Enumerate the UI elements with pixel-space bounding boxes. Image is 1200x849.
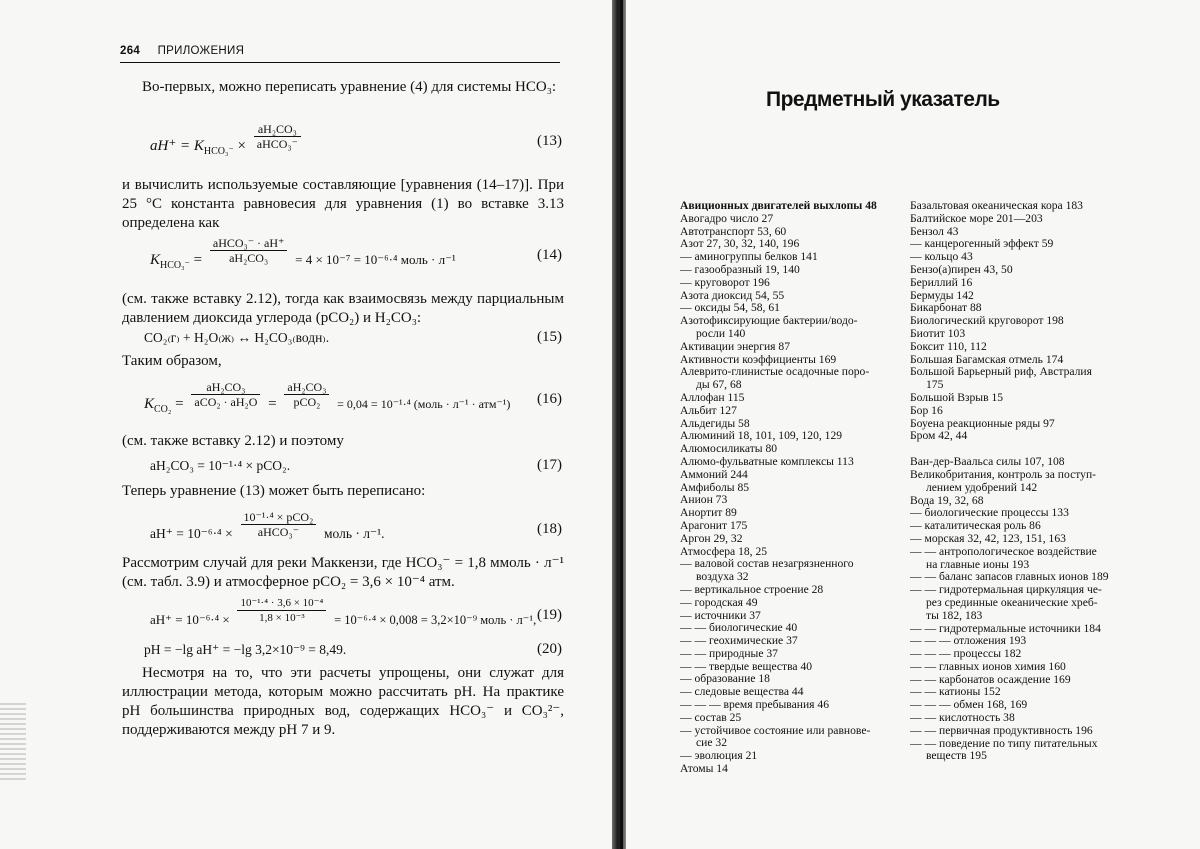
index-column-2 <box>910 200 1124 763</box>
index-entry: — — поведение по типу питательных <box>910 737 1098 750</box>
gutter-shadow <box>620 0 623 849</box>
index-entry: Бор 16 <box>910 404 943 417</box>
index-entry: Аргон 29, 32 <box>680 532 743 545</box>
index-entry: росли 140 <box>696 327 746 340</box>
index-entry: — — биологические 40 <box>680 622 798 635</box>
index-entry: — — гидротермальная циркуляция че- <box>910 584 1102 597</box>
index-entry: Базальтовая океаническая кора 183 <box>910 200 1083 212</box>
index-entry: — аминогруппы белков 141 <box>680 251 818 264</box>
index-entry: Ван-дер-Ваальса силы 107, 108 <box>910 456 1065 469</box>
index-entry: Авогадро число 27 <box>680 212 774 225</box>
index-entry: — — катионы 152 <box>910 686 1001 699</box>
index-entry: Большой Барьерный риф, Австралия <box>910 366 1092 379</box>
equation-number: (13) <box>537 133 562 149</box>
book-gutter <box>612 0 626 849</box>
index-entry: Алеврито-глинистые осадочные поро- <box>680 366 870 379</box>
index-entry: Анортит 89 <box>680 507 737 520</box>
index-entry: Автотранспорт 53, 60 <box>680 225 787 238</box>
equation-number: (18) <box>537 521 562 537</box>
header-rule <box>120 62 560 63</box>
index-entry: — — баланс запасов главных ионов 189 <box>910 571 1109 584</box>
index-entry: Бермуды 142 <box>910 289 974 302</box>
index-entry: Альдегиды 58 <box>680 417 750 430</box>
index-entry: Активации энергия 87 <box>680 340 791 353</box>
equation-16: $K_{CO_2}$ = $\frac{\text{aH₂CO₃}}{\text{aCO₂ · aH₂O}}$ = $\frac{\text{aH₂CO₃}}{\text{pCO₂}}$ $_{= 0,04 = 10^{-1}\cdot^4 (моль \cdot л^{-1} \cdot атм^{-1})}$ (16) <box>144 380 562 415</box>
index-entry: рез срединные океанические хреб- <box>926 596 1098 609</box>
paragraph-2: и вычислить используемые составляющие [уравнения (14–17)]. При 25 °C константа равновесия для уравнения (1) во вставке 3.13 определена как <box>122 177 564 231</box>
index-entry: — — — время пребывания 46 <box>680 699 829 712</box>
index-entry: Атмосфера 18, 25 <box>680 545 768 558</box>
index-entry: 175 <box>926 379 944 392</box>
index-entry: — устойчивое состояние или равнове- <box>680 724 871 737</box>
index-entry: Биологический круговорот 198 <box>910 315 1064 328</box>
index-entry: — — твердые вещества 40 <box>680 660 813 673</box>
equation-18: aH⁺ = 10⁻⁶·⁴ × $\frac{\text{10⁻¹·⁴ × pCO₂}}{\text{aHCO₃⁻}}$ моль · л⁻¹. (18) <box>150 510 562 541</box>
index-entry: — источники 37 <box>680 609 761 622</box>
index-entry: Балтийское море 201—203 <box>910 212 1043 225</box>
index-entry: — — гидротермальные источники 184 <box>910 622 1101 635</box>
paragraph-8: Несмотря на то, что эти расчеты упрощены, они служат для иллюстрации метода, которым можно рассчитать pH. На практике pH большинства природных вод, содержащих HCO₃⁻ и CO₃²⁻, поддерживаются между pH 7 и 9. <box>122 665 564 738</box>
index-entry: Азот 27, 30, 32, 140, 196 <box>680 238 800 251</box>
index-entry: Боксит 110, 112 <box>910 340 987 353</box>
index-entry: лением удобрений 142 <box>926 481 1038 494</box>
index-entry: сие 32 <box>696 737 727 750</box>
index-entry: Бензол 43 <box>910 225 959 238</box>
index-entry: ды 67, 68 <box>696 379 742 392</box>
index-entry: ты 182, 183 <box>926 609 983 622</box>
index-entry: — — — отложения 193 <box>910 635 1027 648</box>
equation-15: CO₂₍г₎ + H₂O₍ж₎ ↔ H₂CO₃₍водн₎. (15) <box>144 329 562 345</box>
paragraph-3: (см. также вставку 2.12), тогда как взаимосвязь между парциальным давлением диоксида углерода (pCO₂) и H₂CO₃: <box>122 291 564 326</box>
index-entry: — газообразный 19, 140 <box>680 263 800 276</box>
index-entry: Бензо(а)пирен 43, 50 <box>910 263 1013 276</box>
equation-13: $aH^+ = K_{HCO_3^-}$ × $\frac{\text{aH₂CO₃}}{\text{aHCO₃⁻}}$ (13) <box>150 122 562 157</box>
index-entry: Анион 73 <box>680 494 728 507</box>
paragraph-6: Теперь уравнение (13) может быть переписано: <box>122 483 426 499</box>
index-entry: — круговорот 196 <box>680 276 770 289</box>
equation-20: pH = −lg aH⁺ = −lg 3,2×10⁻⁹ = 8,49. (20) <box>144 641 562 657</box>
index-entry: Азотофиксирующие бактерии/водо- <box>680 315 858 328</box>
index-entry: — — кислотность 38 <box>910 712 1015 725</box>
index-entry: Великобритания, контроль за поступ- <box>910 468 1097 481</box>
index-entry: — вертикальное строение 28 <box>680 583 824 596</box>
index-entry: Вода 19, 32, 68 <box>910 494 984 507</box>
index-entry: Аммоний 244 <box>680 468 748 481</box>
page-number: 264 <box>120 45 141 57</box>
index-entry: — оксиды 54, 58, 61 <box>680 302 780 315</box>
index-entry: Бром 42, 44 <box>910 430 968 443</box>
index-entry: — городская 49 <box>680 596 758 609</box>
index-entry: — — геохимические 37 <box>680 635 798 648</box>
index-entry: Активности коэффициенты 169 <box>680 353 837 366</box>
index-entry: — состав 25 <box>680 711 742 724</box>
paragraph-4: Таким образом, <box>122 353 222 369</box>
index-entry: веществ 195 <box>926 750 987 763</box>
index-entry: — — первичная продуктивность 196 <box>910 724 1093 737</box>
index-entry: — — антропологическое воздействие <box>910 545 1097 558</box>
equation-number: (19) <box>537 607 562 623</box>
index-entry: — биологические процессы 133 <box>910 507 1069 520</box>
index-entry: — валовой состав незагрязненного <box>680 558 854 571</box>
index-entry: — каталитическая роль 86 <box>910 520 1041 533</box>
index-entry: Альбит 127 <box>680 404 737 417</box>
paragraph-1: Во-первых, можно переписать уравнение (4) для системы HCO₃: <box>142 79 557 95</box>
index-entry: воздуха 32 <box>696 571 749 584</box>
index-entry: — — карбонатов осаждение 169 <box>910 673 1071 686</box>
index-title: Предметный указатель <box>766 88 1000 111</box>
index-entry: Алюмосиликаты 80 <box>680 443 778 456</box>
index-entry: на главные ионы 193 <box>926 558 1030 571</box>
index-entry: Алюминий 18, 101, 109, 120, 129 <box>680 430 843 443</box>
index-entry: — кольцо 43 <box>910 251 973 264</box>
index-entry: — эволюция 21 <box>680 750 758 763</box>
index-entry: — следовые вещества 44 <box>680 686 804 699</box>
paragraph-5: (см. также вставку 2.12) и поэтому <box>122 433 344 449</box>
index-entry: Боуена реакционные ряды 97 <box>910 417 1055 430</box>
index-entry: Большая Багамская отмель 174 <box>910 353 1064 366</box>
equation-number: (17) <box>537 457 562 473</box>
index-entry: Бериллий 16 <box>910 276 973 289</box>
equation-14: $K_{HCO_3^-}$ = $\frac{\text{aHCO₃⁻ · aH⁺}}{\text{aH₂CO₃}}$ = 4 × 10⁻⁷ = 10⁻⁶·⁴ моль · л⁻¹ (14) <box>150 236 562 271</box>
index-entry: Алюмо-фульватные комплексы 113 <box>680 455 854 468</box>
scan-edge-marks <box>0 700 26 780</box>
index-entry: Азота диоксид 54, 55 <box>680 289 785 302</box>
index-column-1 <box>680 200 902 776</box>
index-entry: Бикарбонат 88 <box>910 302 982 315</box>
index-entry: Большой Взрыв 15 <box>910 391 1004 404</box>
index-entry: Арагонит 175 <box>680 519 748 532</box>
equation-17: aH₂CO₃ = 10⁻¹·⁴ × pCO₂. (17) <box>150 457 562 473</box>
paragraph-7: Рассмотрим случай для реки Маккензи, где HCO₃⁻ = 1,8 ммоль · л⁻¹ (см. табл. 3.9) и атмосферное pCO₂ = 3,6 × 10⁻⁴ атм. <box>122 555 564 590</box>
equation-number: (20) <box>537 641 562 657</box>
index-entry: Амфиболы 85 <box>680 481 750 494</box>
index-entry: Биотит 103 <box>910 327 966 340</box>
equation-number: (14) <box>537 247 562 263</box>
index-entry: — образование 18 <box>680 673 770 686</box>
index-entry: Аллофан 115 <box>680 391 745 404</box>
section-name: ПРИЛОЖЕНИЯ <box>157 45 245 57</box>
index-entry: Авиционных двигателей выхлопы 48 <box>680 200 877 212</box>
equation-number: (15) <box>537 329 562 345</box>
index-entry: — — главных ионов химия 160 <box>910 660 1066 673</box>
equation-number: (16) <box>537 391 562 407</box>
index-entry: — — природные 37 <box>680 647 778 660</box>
index-entry: — — — обмен 168, 169 <box>910 699 1028 712</box>
running-head <box>120 45 560 63</box>
index-entry: — — — процессы 182 <box>910 648 1022 661</box>
index-entry: Атомы 14 <box>680 763 728 776</box>
equation-19: aH⁺ = 10⁻⁶·⁴ × $\frac{\text{10⁻¹·⁴ · 3,6 × 10⁻⁴}}{\text{1,8 × 10⁻³}}$ $_{= 10^{-6}\cdot^4 \times 0,008 = 3,2\times 10^{-9} моль \cdot л^{-1},}$ (19) <box>150 597 562 627</box>
index-entry: — морская 32, 42, 123, 151, 163 <box>910 532 1066 545</box>
index-entry: — канцерогенный эффект 59 <box>910 238 1054 251</box>
